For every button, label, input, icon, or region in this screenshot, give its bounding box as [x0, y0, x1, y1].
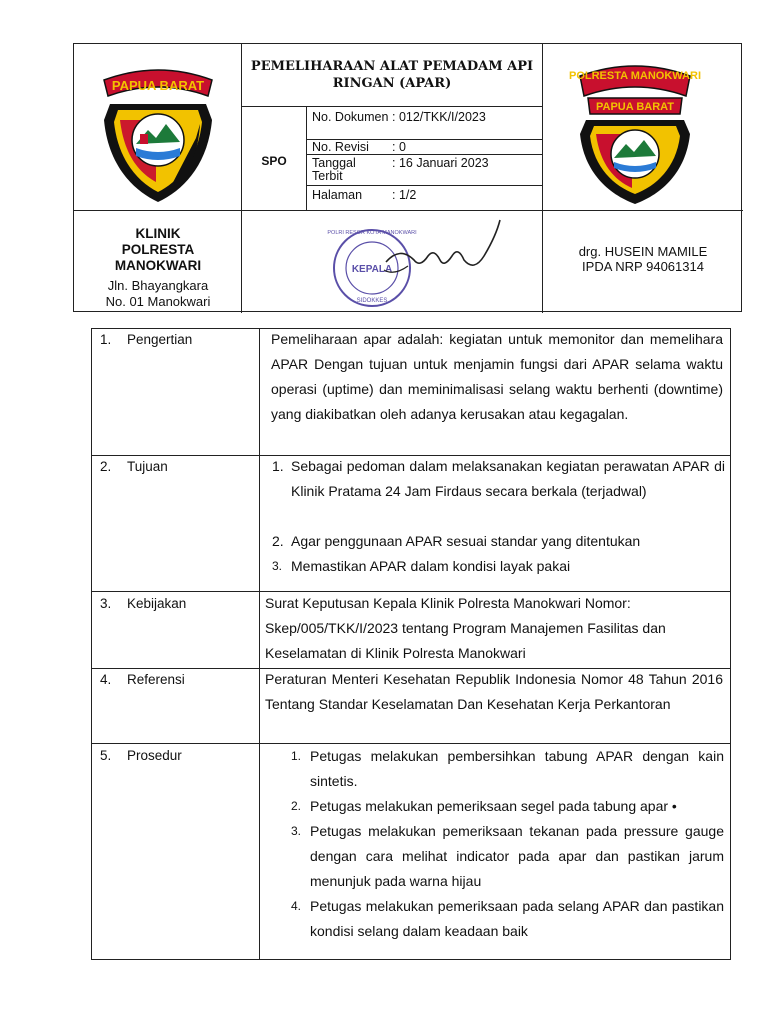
- meta-label-no-dokumen: No. Dokumen: [312, 110, 389, 124]
- list-item: 1. Sebagai pedoman dalam melaksanakan kegiatan perawatan APAR di Klinik Pratama 24 Jam Firdaus secara berkala (terjadwal): [272, 458, 725, 499]
- section-text-pengertian: Pemeliharaan apar adalah: kegiatan untuk memonitor dan memelihara APAR Dengan tujuan untuk menjamin fungsi dari APAR selama waktu operasi (uptime) dan meminimalisasi selang waktu berhenti (downtime) yang diakibatkan oleh adanya kerusakan atau kegagalan.: [271, 331, 723, 422]
- list-item: 2. Agar penggunaan APAR sesuai standar yang ditentukan: [272, 533, 641, 549]
- list-item: 3. Memastikan APAR dalam kondisi layak pakai: [272, 558, 571, 574]
- doctor-block: [544, 244, 742, 274]
- logo-banner-text: PAPUA BARAT: [111, 78, 205, 93]
- document-title: PEMELIHARAAN ALAT PEMADAM API RINGAN (APAR): [250, 59, 534, 91]
- meta-label-halaman: Halaman: [312, 188, 363, 202]
- section-text-referensi: Peraturan Menteri Kesehatan Republik Indonesia Nomor 48 Tahun 2016 Tentang Standar Keselamatan Dan Kesehatan Kerja Perkantoran: [265, 671, 723, 712]
- logo-banner-top: POLRESTA MANOKWARI: [569, 70, 701, 82]
- doctor-name: drg. HUSEIN MAMILE: [578, 244, 708, 259]
- meta-value-tanggal: : 16 Januari 2023: [392, 156, 489, 170]
- stamp-bottom-text: SIDOKKES: [356, 298, 388, 304]
- meta-value-halaman: : 1/2: [392, 188, 417, 202]
- list-item: 4. Petugas melakukan pemeriksaan pada selang APAR dan pastikan kondisi selang dalam keadaan baik: [291, 898, 724, 939]
- list-item: 1. Petugas melakukan pembersihkan tabung APAR dengan kain sintetis.: [291, 748, 724, 789]
- doctor-id: IPDA NRP 94061314: [582, 259, 704, 274]
- meta-value-revisi: : 0: [392, 140, 406, 154]
- section-text-kebijakan: Surat Keputusan Kepala Klinik Polresta Manokwari Nomor: Skep/005/TKK/I/2023 tentang Program Manajemen Fasilitas dan Keselamatan di Klinik Polresta Manokwari: [265, 595, 666, 661]
- procedure-table: 1. Pengertian Pemeliharaan apar adalah: kegiatan untuk memonitor dan memelihara APAR Dengan tujuan untuk menjamin fungsi dari APAR selama waktu operasi (uptime) dan meminimalisasi selang waktu berhenti (downtime) yang diakibatkan oleh adanya kerusakan atau kegagalan. 2. Tujuan 1. Sebagai pedoman dalam melaksanakan kegiatan perawatan APAR di Klinik Pratama 24 Jam Firdaus secara berkala (terjadwal) 2. Agar penggunaan APAR sesuai standar yang ditentukan 3. Memastikan APAR dalam kondisi layak pakai 3. Kebijakan Surat Keputusan Kepala Klinik Polresta Manokwari Nomor: Skep/005/TKK/I/2023 tentang Program Manajemen Fasilitas dan Keselamatan di Klinik Polresta Manokwari 4. Referensi Peraturan Menteri Kesehatan Republik Indonesia Nomor 48 Tahun 2016 Tentang Standar Keselamatan Dan Kesehatan Kerja Perkantoran 5. Prosedur 1. Petugas melakukan pembersihkan tabung APAR dengan kain sintetis. 2. Petugas melakukan pemeriksaan segel pada tabung apar • 3. Petugas melakukan pemeriksaan tekanan pada pressure gauge dengan cara melihat indicator pada apar dan pastikan jarum menunjuk pada warna hijau 4. Petugas melakukan pemeriksaan pada selang APAR dan pastikan kondisi selang dalam keadaan baik: [91, 328, 731, 960]
- clinic-address: Jln. Bhayangkara No. 01 Manokwari: [105, 278, 211, 309]
- stamp-text: KEPALA: [351, 264, 393, 275]
- polresta-manokwari-logo: [560, 56, 710, 206]
- logo-banner-bottom: PAPUA BARAT: [595, 101, 675, 113]
- papua-barat-logo: [96, 60, 220, 204]
- stamp-outer-text: POLRI RESOR KOTA MANOKWARI: [327, 230, 417, 236]
- list-item: 3. Petugas melakukan pemeriksaan tekanan pada pressure gauge dengan cara melihat indicator pada apar dan pastikan jarum menunjuk pada warna hijau: [291, 823, 724, 889]
- spo-label: SPO: [261, 154, 287, 168]
- meta-label-revisi: No. Revisi: [312, 140, 369, 154]
- clinic-block: [74, 226, 242, 310]
- clinic-name: KLINIK POLRESTA MANOKWARI: [114, 226, 202, 273]
- official-stamp: [324, 216, 514, 311]
- meta-value-no-dokumen: : 012/TKK/I/2023: [392, 110, 486, 124]
- list-item: 2. Petugas melakukan pemeriksaan segel pada tabung apar •: [291, 798, 677, 814]
- document-header: [73, 43, 742, 312]
- meta-label-tanggal: Tanggal Terbit: [312, 156, 356, 183]
